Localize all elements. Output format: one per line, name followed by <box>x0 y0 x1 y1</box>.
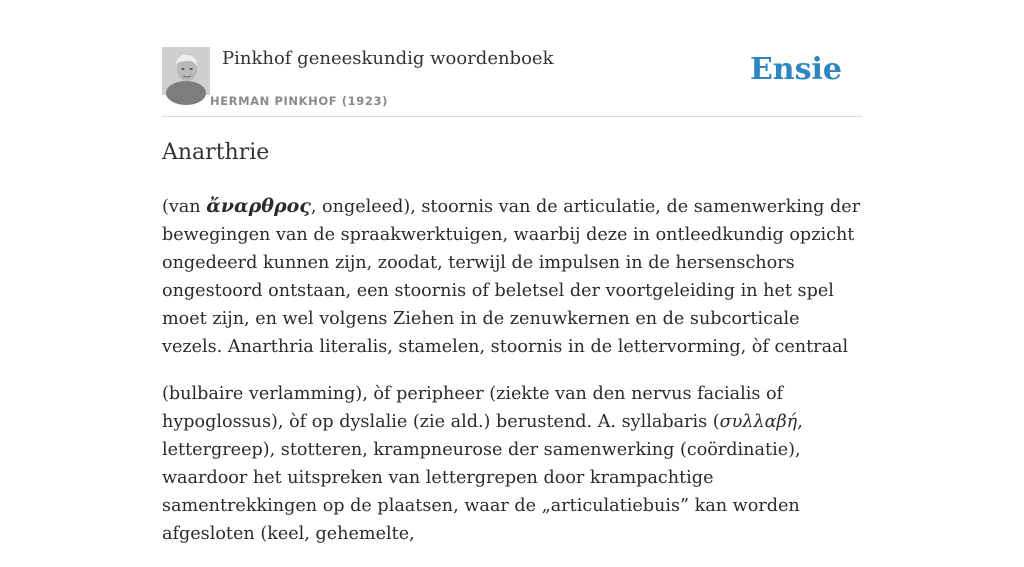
greek-term: ἄναρθρος <box>206 195 311 217</box>
paragraph-text: (van <box>162 197 207 217</box>
entry-title: Anarthrie <box>162 140 270 165</box>
greek-term: συλλαβή <box>719 412 798 432</box>
paragraph-text: (bulbaire verlamming), òf peripheer (ziekte van den nervus facialis of hypoglossus), òf op dyslalie (zie ald.) berustend. A. syllabaris ( <box>162 384 784 432</box>
paragraph-text: , ongeleed), stoornis van de articulatie, de samenwerking der bewegingen van de spraakwerktuigen, waarbij deze in ontleedkundig opzicht ongedeerd kunnen zijn, zoodat, terwijl de impulsen in de hersenschors ongestoord ontstaan, een stoornis of beletsel der voortgeleiding in het spel moet zijn, en wel volgens Ziehen in de zenuwkernen en de subcorticale vezels. Anarthria literalis, stamelen, stoornis in de lettervorming, òf centraal <box>162 197 861 357</box>
author-portrait-icon <box>162 47 210 95</box>
brand-logo[interactable]: Ensie <box>749 52 842 87</box>
entry-body <box>162 192 864 567</box>
site-header <box>162 44 862 117</box>
author-name[interactable]: HERMAN PINKHOF (1923) <box>210 94 388 108</box>
book-title[interactable]: Pinkhof geneeskundig woordenboek <box>222 48 554 69</box>
paragraph-text: , lettergreep), stotteren, krampneurose der samenwerking (coördinatie), waardoor het uitspreken van lettergrepen door krampachtige samentrekkingen op de plaatsen, waar de „articulatiebuis” kan worden afgesloten (keel, gehemelte, <box>162 412 803 544</box>
entry-paragraph <box>162 380 864 548</box>
entry-paragraph <box>162 192 864 361</box>
